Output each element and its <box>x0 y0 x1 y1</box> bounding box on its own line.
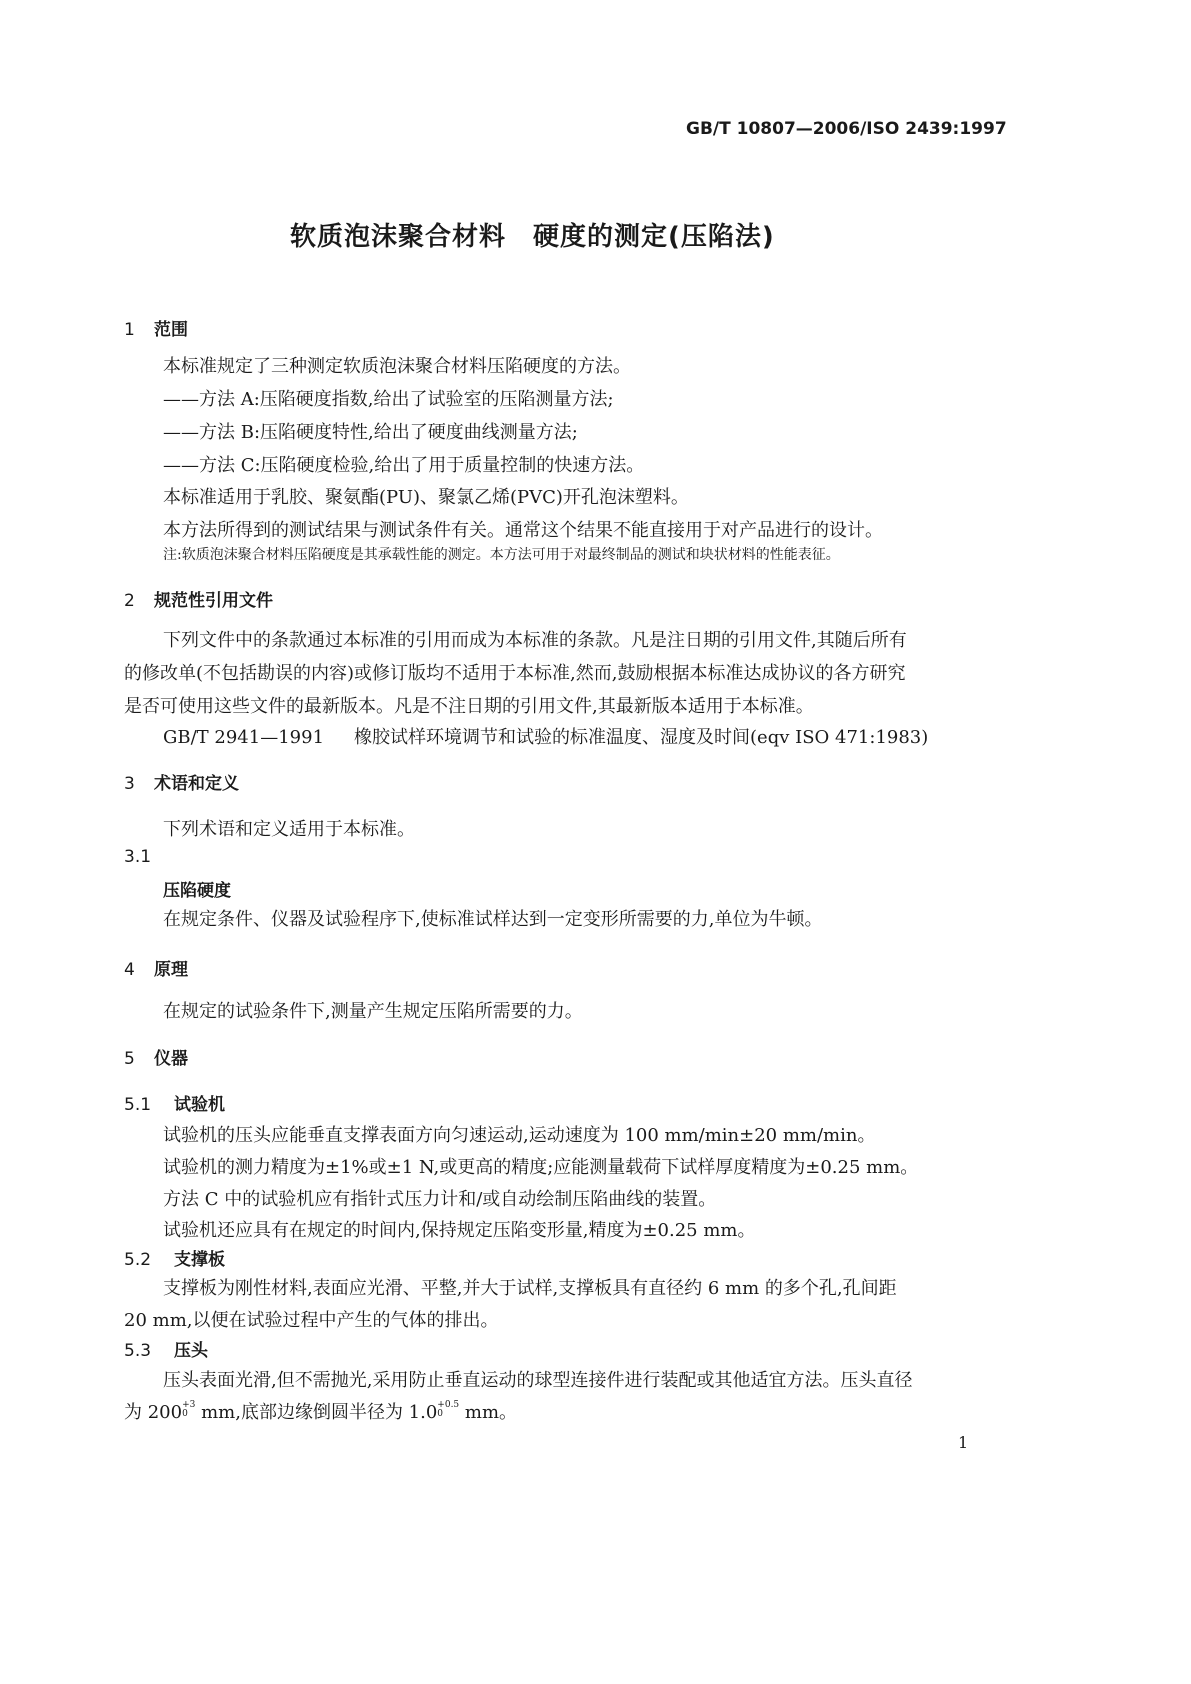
subsection-number: 3.1 <box>124 847 152 867</box>
definition: 在规定条件、仪器及试验程序下,使标准试样达到一定变形所需要的力,单位为牛顿。 <box>163 909 823 930</box>
paragraph: 试验机还应具有在规定的时间内,保持规定压陷变形量,精度为±0.25 mm。 <box>163 1220 756 1241</box>
list-item: ——方法 B:压陷硬度特性,给出了硬度曲线测量方法; <box>163 422 578 443</box>
text-fragment: mm,底部边缘倒圆半径为 1.0 <box>195 1402 438 1423</box>
paragraph-line: 20 mm,以便在试验过程中产生的气体的排出。 <box>124 1310 499 1331</box>
page-title: 软质泡沫聚合材料 硬度的测定(压陷法) <box>290 222 775 252</box>
text-fragment: mm。 <box>459 1402 518 1423</box>
section-title: 仪器 <box>154 1049 188 1069</box>
lower-tolerance: 0 <box>437 1409 444 1419</box>
lower-tolerance: 0 <box>182 1409 188 1419</box>
term: 压陷硬度 <box>163 881 231 901</box>
paragraph: 本标准适用于乳胶、聚氨酯(PU)、聚氯乙烯(PVC)开孔泡沫塑料。 <box>163 487 689 508</box>
list-item: ——方法 A:压陷硬度指数,给出了试验室的压陷测量方法; <box>163 389 614 410</box>
section-title: 原理 <box>154 960 188 980</box>
subsection-5-1-heading <box>124 1090 225 1115</box>
subsection-5-3-heading <box>124 1336 208 1361</box>
subsection-number: 5.1 <box>124 1095 152 1115</box>
section-number: 3 <box>124 774 135 794</box>
tolerance <box>182 1401 195 1419</box>
list-item: ——方法 C:压陷硬度检验,给出了用于质量控制的快速方法。 <box>163 455 645 476</box>
text-fragment: 为 200 <box>124 1402 183 1423</box>
subsection-title: 压头 <box>174 1341 208 1361</box>
subsection-5-2-heading <box>124 1245 225 1270</box>
tolerance <box>437 1401 459 1419</box>
section-title: 术语和定义 <box>154 774 239 794</box>
subsection-title: 试验机 <box>174 1095 225 1115</box>
section-number: 2 <box>124 591 135 611</box>
section-5-heading <box>124 1044 188 1069</box>
paragraph-line: 是否可使用这些文件的最新版本。凡是不注日期的引用文件,其最新版本适用于本标准。 <box>124 696 814 717</box>
upper-tolerance: +3 <box>182 1400 196 1410</box>
section-3-heading <box>124 769 239 794</box>
paragraph-line <box>124 1398 517 1424</box>
paragraph-line: 压头表面光滑,但不需抛光,采用防止垂直运动的球型连接件进行装配或其他适宜方法。压头直径 <box>163 1370 913 1391</box>
page-number: 1 <box>958 1433 969 1452</box>
paragraph: 试验机的压头应能垂直支撑表面方向匀速运动,运动速度为 100 mm/min±20 mm/min。 <box>163 1125 876 1146</box>
section-number: 5 <box>124 1049 135 1069</box>
reference-entry <box>163 723 928 749</box>
section-number: 1 <box>124 320 135 340</box>
section-title: 范围 <box>154 320 188 340</box>
reference-code: GB/T 2941—1991 <box>163 727 325 748</box>
paragraph-line: 支撑板为刚性材料,表面应光滑、平整,并大于试样,支撑板具有直径约 6 mm 的多个孔,孔间距 <box>163 1278 897 1299</box>
paragraph: 试验机的测力精度为±1%或±1 N,或更高的精度;应能测量载荷下试样厚度精度为±0.25 mm。 <box>163 1157 919 1178</box>
section-2-heading <box>124 586 273 611</box>
upper-tolerance: +0.5 <box>437 1400 460 1410</box>
paragraph: 本方法所得到的测试结果与测试条件有关。通常这个结果不能直接用于对产品进行的设计。 <box>163 520 883 541</box>
section-number: 4 <box>124 960 135 980</box>
reference-title: 橡胶试样环境调节和试验的标准温度、湿度及时间(eqv ISO 471:1983) <box>354 727 929 748</box>
subsection-number: 5.2 <box>124 1250 152 1270</box>
subsection-title: 支撑板 <box>174 1250 225 1270</box>
paragraph-line: 的修改单(不包括勘误的内容)或修订版均不适用于本标准,然而,鼓励根据本标准达成协议的各方研究 <box>124 663 906 684</box>
paragraph: 方法 C 中的试验机应有指针式压力计和/或自动绘制压陷曲线的装置。 <box>163 1189 717 1210</box>
paragraph-line: 下列文件中的条款通过本标准的引用而成为本标准的条款。凡是注日期的引用文件,其随后所有 <box>163 630 907 651</box>
section-1-heading <box>124 315 188 340</box>
note: 注:软质泡沫聚合材料压陷硬度是其承载性能的测定。本方法可用于对最终制品的测试和块状材料的性能表征。 <box>163 547 840 563</box>
paragraph: 下列术语和定义适用于本标准。 <box>163 819 415 840</box>
section-title: 规范性引用文件 <box>154 591 273 611</box>
paragraph: 本标准规定了三种测定软质泡沫聚合材料压陷硬度的方法。 <box>163 356 631 377</box>
section-4-heading <box>124 955 188 980</box>
document-id: GB/T 10807—2006/ISO 2439:1997 <box>686 119 1007 139</box>
subsection-number: 5.3 <box>124 1341 152 1361</box>
paragraph: 在规定的试验条件下,测量产生规定压陷所需要的力。 <box>163 1001 583 1022</box>
